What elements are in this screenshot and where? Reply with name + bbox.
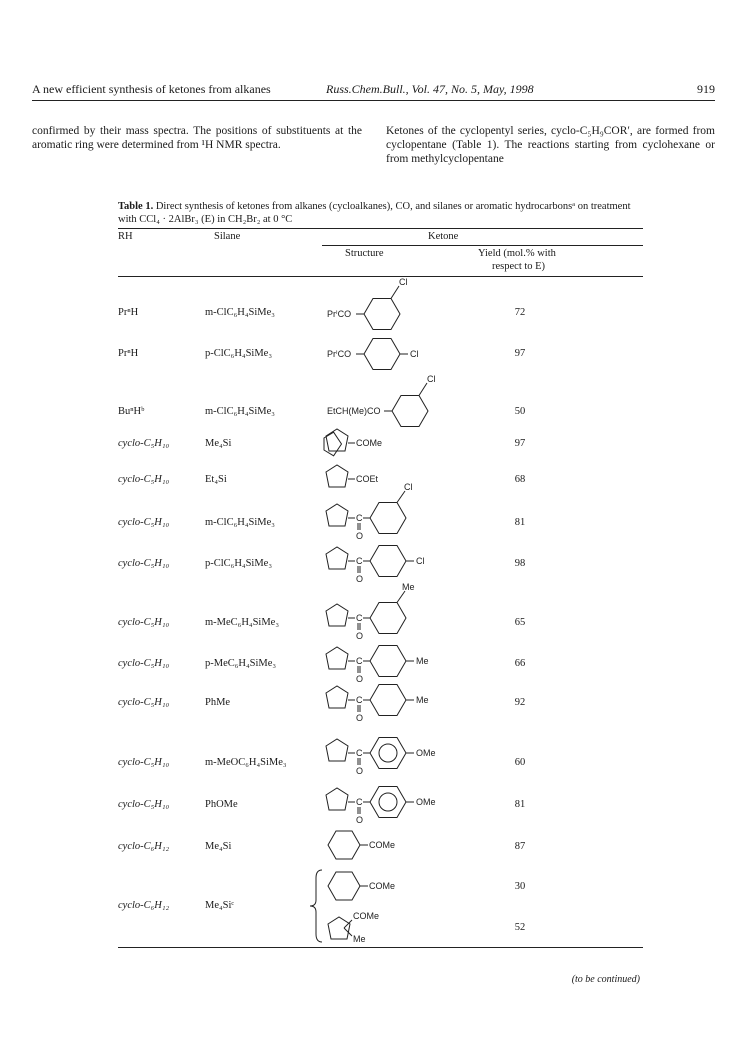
row-12-yield: 81 <box>514 799 526 810</box>
svg-text:O: O <box>356 574 364 584</box>
svg-text:C: C <box>356 556 363 566</box>
row-4-yield: 97 <box>514 438 526 449</box>
row-1-yield: 72 <box>514 307 526 318</box>
svg-text:OMe: OMe <box>416 748 436 758</box>
row-14-yield-a: 30 <box>514 881 526 892</box>
row-11-yield: 60 <box>514 757 526 768</box>
row-8-silane: m-MeC₆H₄SiMe₃ <box>205 617 279 628</box>
svg-text:COMe: COMe <box>353 911 380 921</box>
row-4-rh: cyclo-C₅H₁₀ <box>118 438 170 449</box>
svg-text:Me: Me <box>402 582 415 592</box>
row-5-rh: cyclo-C₅H₁₀ <box>118 474 170 485</box>
svg-text:EtCH(Me)CO: EtCH(Me)CO <box>327 406 381 416</box>
row-7-yield: 98 <box>514 558 526 569</box>
row-9-rh: cyclo-C₅H₁₀ <box>118 658 170 669</box>
svg-text:O: O <box>356 713 364 723</box>
table-caption <box>118 200 643 226</box>
svg-text:PrⁱCO: PrⁱCO <box>327 309 352 319</box>
svg-text:C: C <box>356 695 363 705</box>
row-3-rh: BuⁿHᵇ <box>118 406 145 417</box>
svg-text:PrⁱCO: PrⁱCO <box>327 349 352 359</box>
row-10-silane: PhMe <box>205 697 231 708</box>
svg-text:COEt: COEt <box>356 474 379 484</box>
continued-note: (to be continued) <box>571 974 640 985</box>
row-11-silane: m-MeOC₆H₄SiMe₃ <box>205 757 287 768</box>
row-13-yield: 87 <box>514 841 526 852</box>
svg-text:C: C <box>356 613 363 623</box>
row-2-silane: p-ClC₆H₄SiMe₃ <box>205 348 272 359</box>
svg-text:C: C <box>356 748 363 758</box>
header-journal: Russ.Chem.Bull., Vol. 47, No. 5, May, 1998 <box>326 82 534 96</box>
row-2-rh: PrⁿH <box>118 348 139 359</box>
svg-text:COMe: COMe <box>369 881 396 891</box>
row-11-structure <box>322 730 472 785</box>
row-3-silane: m-ClC₆H₄SiMe₃ <box>205 406 275 417</box>
row-5-yield: 68 <box>514 474 526 485</box>
row-13-structure <box>322 827 462 872</box>
row-1-rh: PrⁿH <box>118 307 139 318</box>
row-4-silane: Me₄Si <box>205 438 232 449</box>
row-9-yield: 66 <box>514 658 526 669</box>
row-12-structure <box>322 781 472 832</box>
row-8-rh: cyclo-C₅H₁₀ <box>118 617 170 628</box>
row-9-silane: p-MeC₆H₄SiMe₃ <box>205 658 277 669</box>
row-2-yield: 97 <box>514 348 526 359</box>
row-3-yield: 50 <box>514 406 526 417</box>
page-number: 919 <box>697 82 715 96</box>
svg-text:Me: Me <box>353 934 366 944</box>
row-14-yield-b: 52 <box>514 922 526 933</box>
ketone-rule <box>322 245 643 246</box>
table-caption-text: Direct synthesis of ketones from alkanes (cycloalkanes), CO, and silanes or aromatic hydrocarbonsᵃ on treatment with CCl₄ · 2AlBr₃ (E) in CH₂Br₂ at 0 °C <box>118 201 631 225</box>
col-header-ketone: Ketone <box>428 231 459 242</box>
row-6-rh: cyclo-C₅H₁₀ <box>118 517 170 528</box>
row-10-structure <box>322 679 462 730</box>
col-header-yield: Yield (mol.% with <box>478 248 556 259</box>
svg-text:Cl: Cl <box>416 556 425 566</box>
header-title: A new efficient synthesis of ketones from alkanes <box>32 82 271 96</box>
table-label: Table 1. <box>118 201 154 212</box>
row-8-yield: 65 <box>514 617 526 628</box>
row-13-rh: cyclo-C₆H₁₂ <box>118 841 170 852</box>
svg-text:Cl: Cl <box>427 374 436 384</box>
running-header <box>32 82 715 102</box>
row-3-structure <box>322 372 472 433</box>
row-12-silane: PhOMe <box>205 799 238 810</box>
svg-text:O: O <box>356 766 364 776</box>
svg-text:Me: Me <box>416 695 429 705</box>
row-10-rh: cyclo-C₅H₁₀ <box>118 697 170 708</box>
row-6-silane: m-ClC₆H₄SiMe₃ <box>205 517 275 528</box>
row-14-structure <box>306 868 466 949</box>
row-4-structure <box>322 427 442 466</box>
row-14-rh: cyclo-C₆H₁₂ <box>118 900 170 911</box>
table-top-rule <box>118 228 643 229</box>
row-7-rh: cyclo-C₅H₁₀ <box>118 558 170 569</box>
row-13-silane: Me₄Si <box>205 841 232 852</box>
row-7-silane: p-ClC₆H₄SiMe₃ <box>205 558 272 569</box>
col-header-rh: RH <box>118 231 133 242</box>
row-6-yield: 81 <box>514 517 526 528</box>
row-10-yield: 92 <box>514 697 526 708</box>
row-11-rh: cyclo-C₅H₁₀ <box>118 757 170 768</box>
svg-text:Cl: Cl <box>404 482 413 492</box>
table-bottom-rule <box>118 947 643 948</box>
body-text-left: confirmed by their mass spectra. The positions of substituents at the aromatic ring were determined from ¹H NMR spectra. <box>32 125 362 151</box>
svg-text:COMe: COMe <box>369 840 396 850</box>
header-rule <box>32 100 715 101</box>
svg-text:C: C <box>356 797 363 807</box>
svg-text:O: O <box>356 815 364 825</box>
svg-text:O: O <box>356 531 364 541</box>
row-12-rh: cyclo-C₅H₁₀ <box>118 799 170 810</box>
col-header-yield-sub: respect to E) <box>492 261 546 272</box>
body-text-right: Ketones of the cyclopentyl series, cyclo-C₅H₉COR′, are formed from cyclopentane (Table 1). The reactions starting from cyclohexane or from methylcyclopentane <box>386 125 715 165</box>
row-14-silane: Me₄Siᶜ <box>205 900 235 911</box>
col-header-silane: Silane <box>214 231 241 242</box>
svg-text:COMe: COMe <box>356 438 383 448</box>
svg-text:OMe: OMe <box>416 797 436 807</box>
svg-text:Cl: Cl <box>399 277 408 287</box>
svg-text:C: C <box>356 656 363 666</box>
row-1-silane: m-ClC₆H₄SiMe₃ <box>205 307 275 318</box>
svg-text:O: O <box>356 674 364 684</box>
row-1-structure <box>322 277 462 336</box>
svg-text:C: C <box>356 513 363 523</box>
col-header-structure: Structure <box>345 248 384 259</box>
row-5-silane: Et₄Si <box>205 474 227 485</box>
svg-text:O: O <box>356 631 364 641</box>
svg-text:Me: Me <box>416 656 429 666</box>
svg-text:Cl: Cl <box>410 349 419 359</box>
